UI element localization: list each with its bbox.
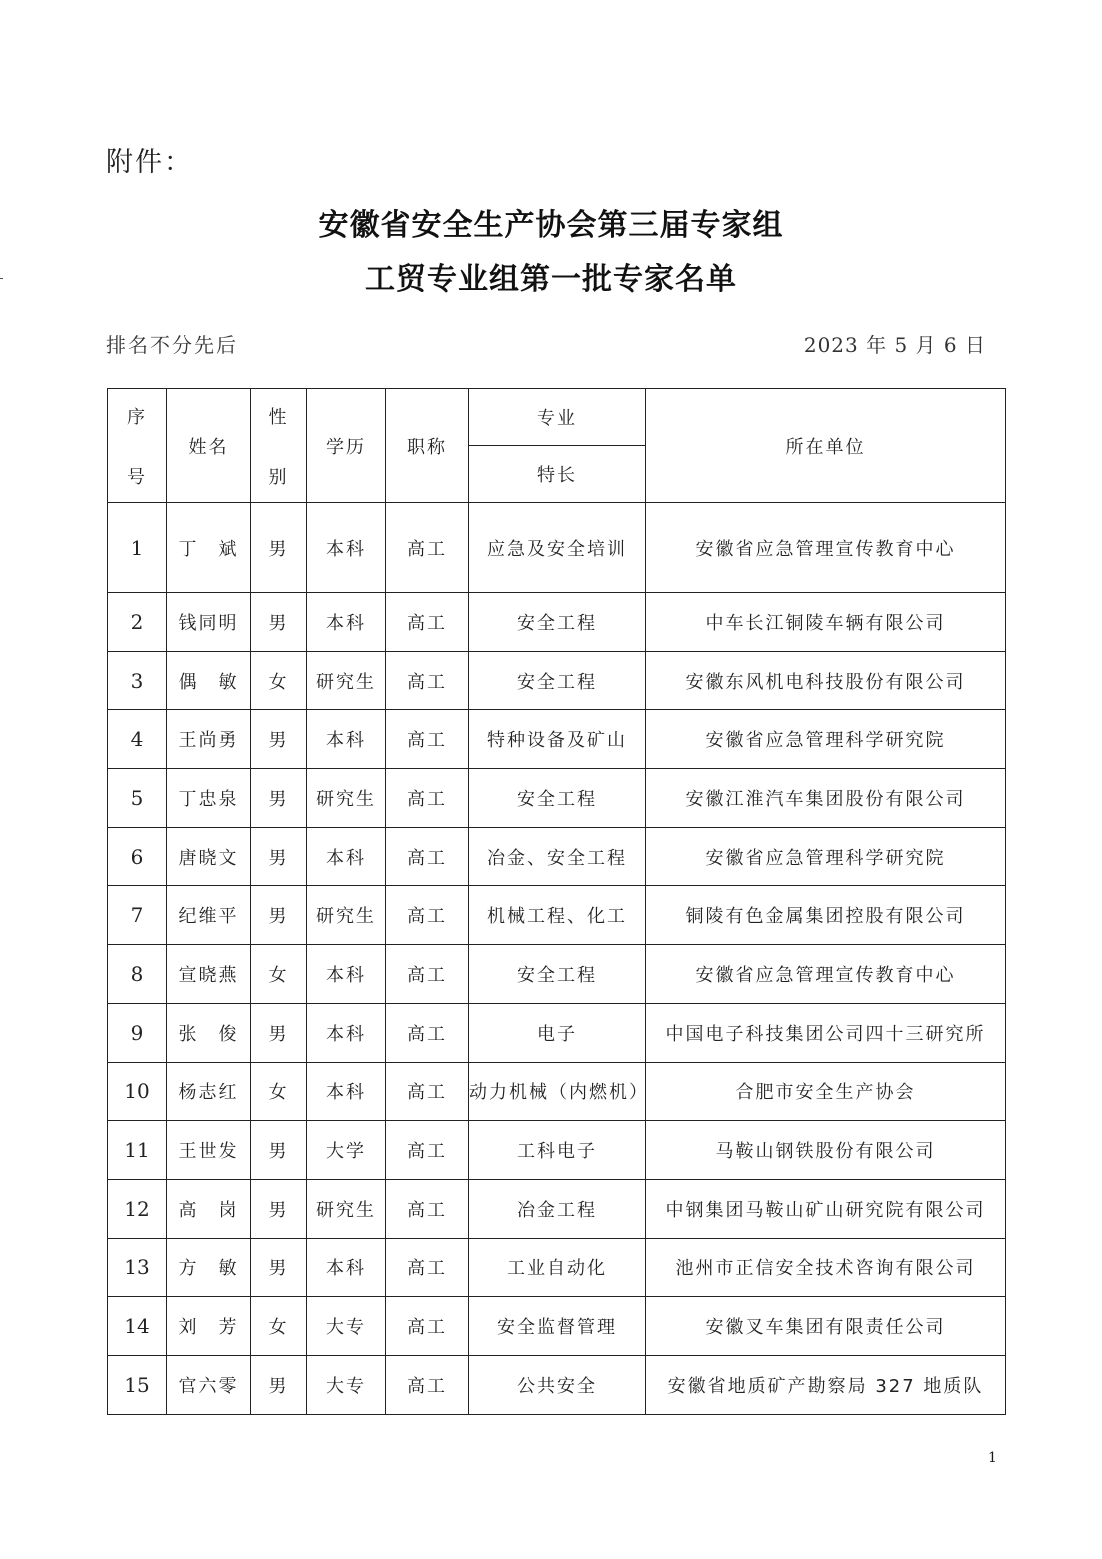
cell-education: 研究生 xyxy=(307,769,386,828)
table-row xyxy=(108,710,1006,769)
table-row xyxy=(108,1179,1006,1238)
cell-specialty: 冶金工程 xyxy=(469,1179,646,1238)
cell-specialty: 安全工程 xyxy=(469,769,646,828)
cell-unit: 安徽江淮汽车集团股份有限公司 xyxy=(646,769,1006,828)
cell-title: 高工 xyxy=(386,1121,469,1180)
cell-title: 高工 xyxy=(386,593,469,652)
table-row xyxy=(108,1003,1006,1062)
cell-gender: 男 xyxy=(251,1179,307,1238)
cell-title: 高工 xyxy=(386,710,469,769)
cell-unit: 中车长江铜陵车辆有限公司 xyxy=(646,593,1006,652)
cell-education: 研究生 xyxy=(307,651,386,710)
cell-seq: 1 xyxy=(108,503,167,593)
cell-gender: 女 xyxy=(251,651,307,710)
cell-gender: 男 xyxy=(251,710,307,769)
cell-title: 高工 xyxy=(386,945,469,1004)
header-major: 专业 xyxy=(469,389,646,446)
cell-name: 方 敏 xyxy=(167,1238,251,1297)
header-seq-bottom: 号 xyxy=(127,466,147,488)
cell-education: 本科 xyxy=(307,1238,386,1297)
cell-gender: 男 xyxy=(251,1003,307,1062)
cell-education: 本科 xyxy=(307,593,386,652)
cell-title: 高工 xyxy=(386,1003,469,1062)
cell-unit: 合肥市安全生产协会 xyxy=(646,1062,1006,1121)
cell-education: 大专 xyxy=(307,1297,386,1356)
cell-seq: 15 xyxy=(108,1355,167,1414)
cell-gender: 女 xyxy=(251,945,307,1004)
cell-education: 本科 xyxy=(307,1003,386,1062)
page-number: 1 xyxy=(988,1450,997,1466)
document-date: 2023 年 5 月 6 日 xyxy=(803,333,986,357)
cell-specialty: 工业自动化 xyxy=(469,1238,646,1297)
cell-gender: 男 xyxy=(251,886,307,945)
header-name: 姓名 xyxy=(167,389,251,503)
cell-gender: 女 xyxy=(251,1062,307,1121)
document-title-line-1: 安徽省安全生产协会第三届专家组 xyxy=(318,208,784,243)
cell-education: 大专 xyxy=(307,1355,386,1414)
cell-name: 张 俊 xyxy=(167,1003,251,1062)
cell-title: 高工 xyxy=(386,769,469,828)
cell-education: 大学 xyxy=(307,1121,386,1180)
cell-specialty: 安全工程 xyxy=(469,945,646,1004)
cell-unit: 安徽叉车集团有限责任公司 xyxy=(646,1297,1006,1356)
table-row xyxy=(108,1355,1006,1414)
cell-seq: 10 xyxy=(108,1062,167,1121)
cell-name: 官六零 xyxy=(167,1355,251,1414)
cell-title: 高工 xyxy=(386,1238,469,1297)
table-row xyxy=(108,593,1006,652)
table-row xyxy=(108,1297,1006,1356)
margin-mark xyxy=(0,278,3,279)
table-row xyxy=(108,945,1006,1004)
cell-title: 高工 xyxy=(386,1179,469,1238)
header-unit: 所在单位 xyxy=(646,389,1006,503)
table-row xyxy=(108,769,1006,828)
cell-gender: 男 xyxy=(251,1238,307,1297)
cell-specialty: 动力机械（内燃机） xyxy=(469,1062,646,1121)
order-note: 排名不分先后 xyxy=(106,333,238,357)
header-seq xyxy=(108,389,167,503)
cell-name: 高 岗 xyxy=(167,1179,251,1238)
cell-education: 本科 xyxy=(307,503,386,593)
cell-seq: 5 xyxy=(108,769,167,828)
cell-specialty: 电子 xyxy=(469,1003,646,1062)
cell-name: 王尚勇 xyxy=(167,710,251,769)
header-education: 学历 xyxy=(307,389,386,503)
cell-gender: 男 xyxy=(251,503,307,593)
cell-name: 王世发 xyxy=(167,1121,251,1180)
cell-education: 研究生 xyxy=(307,1179,386,1238)
cell-education: 研究生 xyxy=(307,886,386,945)
table-header-row xyxy=(108,389,1006,446)
cell-name: 宣晓燕 xyxy=(167,945,251,1004)
header-title: 职称 xyxy=(386,389,469,503)
table-row xyxy=(108,1121,1006,1180)
cell-title: 高工 xyxy=(386,1355,469,1414)
cell-specialty: 安全工程 xyxy=(469,593,646,652)
cell-unit: 中钢集团马鞍山矿山研究院有限公司 xyxy=(646,1179,1006,1238)
header-gender-top: 性 xyxy=(268,406,289,428)
table-row xyxy=(108,1062,1006,1121)
cell-specialty: 安全监督管理 xyxy=(469,1297,646,1356)
cell-name: 偶 敏 xyxy=(167,651,251,710)
cell-gender: 男 xyxy=(251,827,307,886)
cell-seq: 4 xyxy=(108,710,167,769)
cell-seq: 8 xyxy=(108,945,167,1004)
cell-title: 高工 xyxy=(386,827,469,886)
cell-seq: 7 xyxy=(108,886,167,945)
header-specialty: 特长 xyxy=(469,446,646,503)
cell-seq: 12 xyxy=(108,1179,167,1238)
cell-seq: 11 xyxy=(108,1121,167,1180)
table-row xyxy=(108,1238,1006,1297)
cell-title: 高工 xyxy=(386,886,469,945)
cell-gender: 女 xyxy=(251,1297,307,1356)
cell-name: 钱同明 xyxy=(167,593,251,652)
cell-specialty: 冶金、安全工程 xyxy=(469,827,646,886)
cell-name: 唐晓文 xyxy=(167,827,251,886)
cell-gender: 男 xyxy=(251,1355,307,1414)
cell-seq: 3 xyxy=(108,651,167,710)
cell-unit: 马鞍山钢铁股份有限公司 xyxy=(646,1121,1006,1180)
cell-gender: 男 xyxy=(251,769,307,828)
cell-specialty: 公共安全 xyxy=(469,1355,646,1414)
cell-title: 高工 xyxy=(386,1297,469,1356)
cell-name: 丁忠泉 xyxy=(167,769,251,828)
cell-unit: 安徽省应急管理宣传教育中心 xyxy=(646,503,1006,593)
cell-seq: 14 xyxy=(108,1297,167,1356)
header-gender-bottom: 别 xyxy=(268,466,289,488)
cell-unit: 安徽省应急管理科学研究院 xyxy=(646,710,1006,769)
cell-specialty: 安全工程 xyxy=(469,651,646,710)
cell-unit: 安徽省地质矿产勘察局 327 地质队 xyxy=(646,1355,1006,1414)
cell-specialty: 应急及安全培训 xyxy=(469,503,646,593)
cell-unit: 中国电子科技集团公司四十三研究所 xyxy=(646,1003,1006,1062)
cell-name: 杨志红 xyxy=(167,1062,251,1121)
cell-education: 本科 xyxy=(307,710,386,769)
cell-specialty: 机械工程、化工 xyxy=(469,886,646,945)
cell-unit: 铜陵有色金属集团控股有限公司 xyxy=(646,886,1006,945)
cell-unit: 池州市正信安全技术咨询有限公司 xyxy=(646,1238,1006,1297)
header-gender xyxy=(251,389,307,503)
table-row xyxy=(108,886,1006,945)
cell-title: 高工 xyxy=(386,503,469,593)
cell-name: 纪维平 xyxy=(167,886,251,945)
cell-unit: 安徽省应急管理科学研究院 xyxy=(646,827,1006,886)
cell-gender: 男 xyxy=(251,593,307,652)
table-row xyxy=(108,651,1006,710)
cell-gender: 男 xyxy=(251,1121,307,1180)
cell-seq: 6 xyxy=(108,827,167,886)
cell-seq: 9 xyxy=(108,1003,167,1062)
cell-seq: 2 xyxy=(108,593,167,652)
cell-title: 高工 xyxy=(386,1062,469,1121)
cell-specialty: 特种设备及矿山 xyxy=(469,710,646,769)
cell-education: 本科 xyxy=(307,945,386,1004)
cell-specialty: 工科电子 xyxy=(469,1121,646,1180)
cell-name: 刘 芳 xyxy=(167,1297,251,1356)
table-row xyxy=(108,827,1006,886)
cell-seq: 13 xyxy=(108,1238,167,1297)
cell-title: 高工 xyxy=(386,651,469,710)
cell-education: 本科 xyxy=(307,827,386,886)
expert-list-table xyxy=(107,388,1006,1415)
attachment-label: 附件： xyxy=(106,147,193,178)
table-row xyxy=(108,503,1006,593)
cell-unit: 安徽省应急管理宣传教育中心 xyxy=(646,945,1006,1004)
header-seq-top: 序 xyxy=(127,406,147,428)
cell-name: 丁 斌 xyxy=(167,503,251,593)
cell-education: 本科 xyxy=(307,1062,386,1121)
cell-unit: 安徽东风机电科技股份有限公司 xyxy=(646,651,1006,710)
document-title-line-2: 工贸专业组第一批专家名单 xyxy=(365,262,737,297)
